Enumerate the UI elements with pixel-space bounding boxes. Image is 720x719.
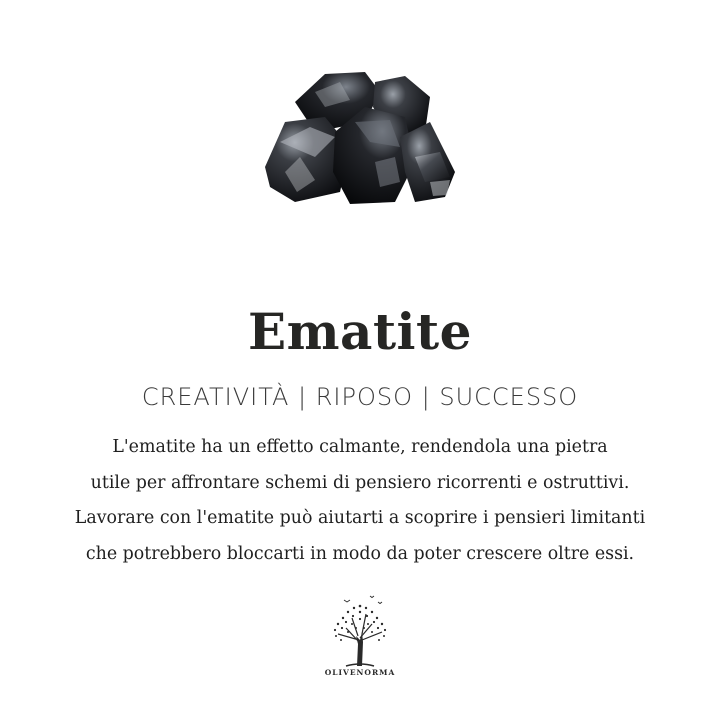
page-title: Ematite: [248, 302, 472, 361]
hematite-stone-icon: [255, 62, 465, 212]
brand-name: OLIVENORMA: [324, 668, 396, 677]
description: [20, 430, 700, 572]
description-line: L'ematite ha un effetto calmante, rendendola una pietra: [112, 437, 608, 457]
description-line: utile per affrontare schemi di pensiero ricorrenti e ostruttivi.: [90, 472, 630, 493]
description-line: che potrebbero bloccarti in modo da poter crescere oltre essi.: [85, 543, 635, 564]
properties-subtitle: CREATIVITÀ | RIPOSO | SUCCESSO: [141, 383, 579, 411]
description-line: Lavorare con l'ematite può aiutarti a scoprire i pensieri limitanti: [74, 508, 646, 528]
